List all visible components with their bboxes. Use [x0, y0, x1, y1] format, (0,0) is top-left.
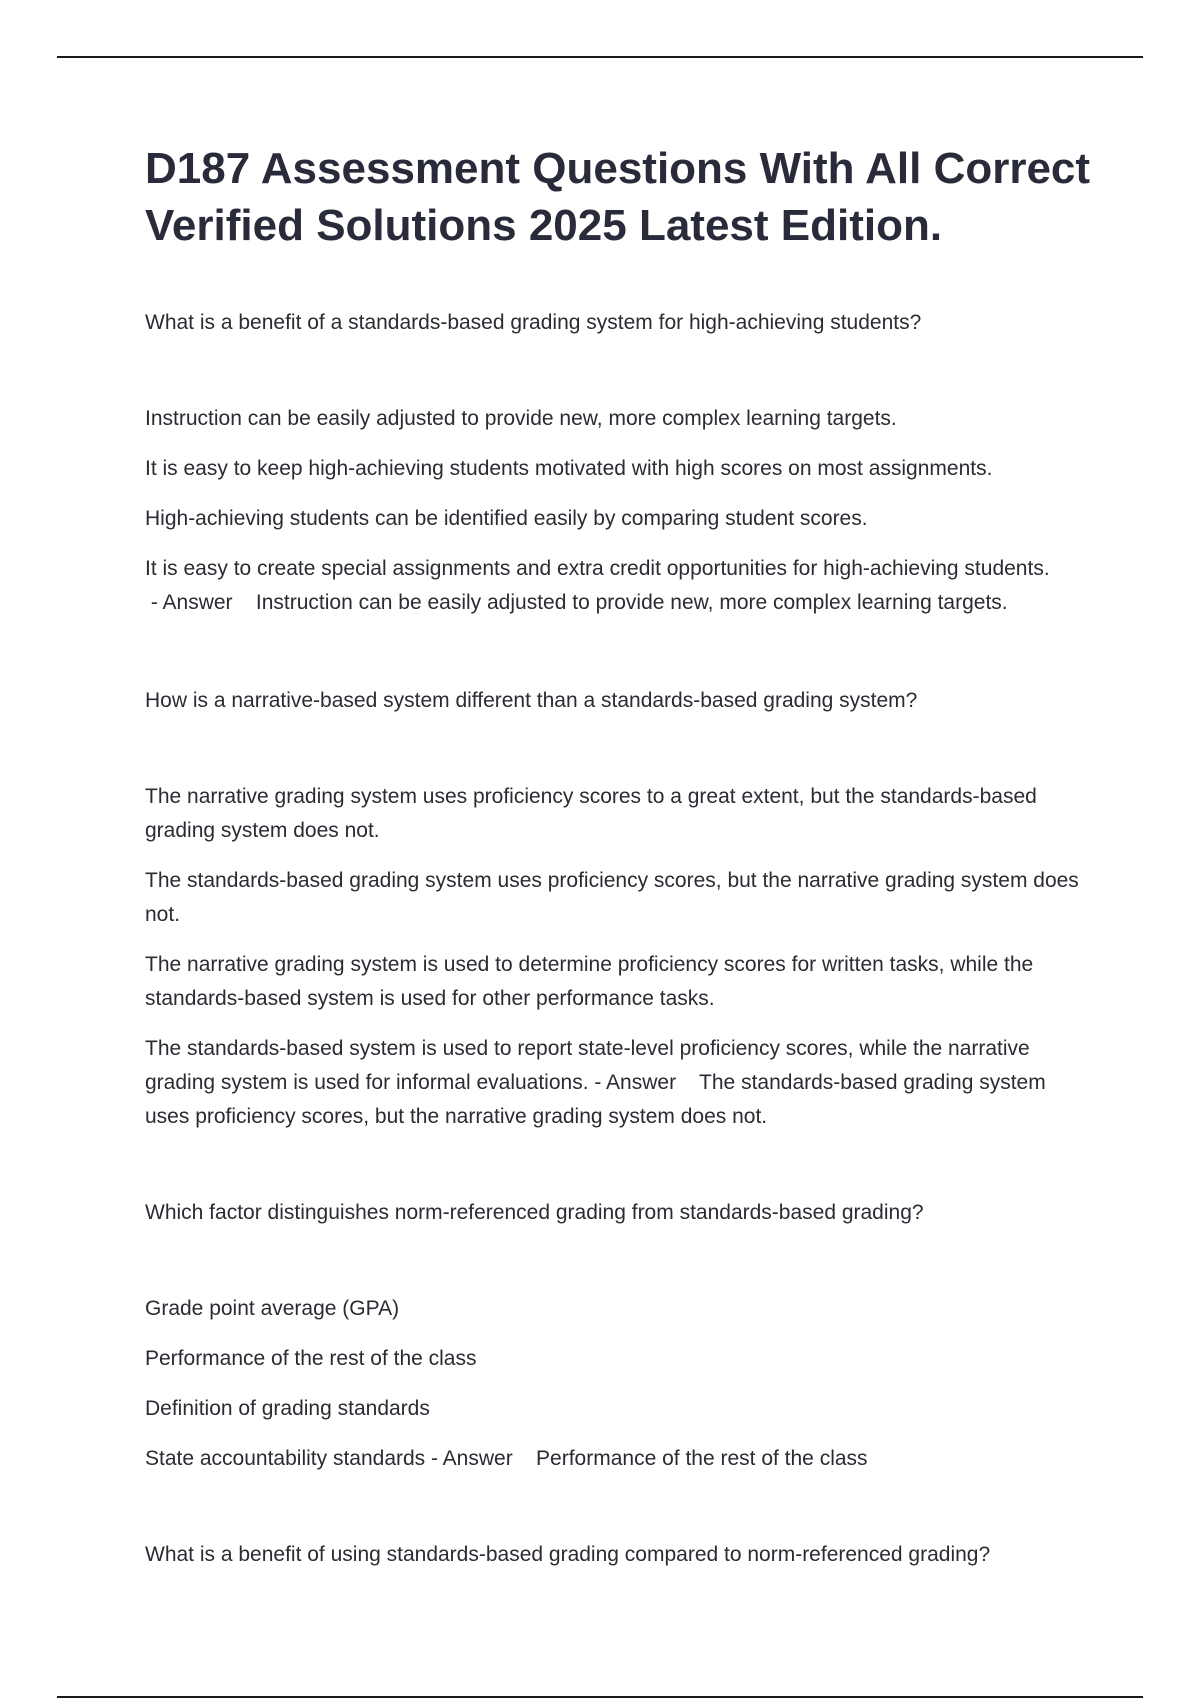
question-text: What is a benefit of using standards-based grading compared to norm-referenced grading?: [145, 1543, 991, 1566]
option-text: The standards-based system is used to report state-level proficiency scores, while the narrative grading system is used for informal evaluations.: [145, 1037, 1030, 1094]
question-text: What is a benefit of a standards-based grading system for high-achieving students?: [145, 311, 922, 334]
option-item: The standards-based grading system uses proficiency scores, but the narrative grading system does not.: [145, 869, 1079, 926]
bottom-rule: [57, 1696, 1143, 1698]
option-item: The narrative grading system is used to determine proficiency scores for written tasks, while the standards-based system is used for other performance tasks.: [145, 953, 1034, 1010]
document-title: D187 Assessment Questions With All Correct Verified Solutions 2025 Latest Edition.: [145, 144, 1091, 250]
question-block: [145, 1196, 1095, 1476]
option-list: [145, 402, 1095, 620]
top-rule: [57, 56, 1143, 58]
option-item: Grade point average (GPA): [145, 1297, 400, 1320]
answer-text: The standards-based grading system uses proficiency scores, but the narrative grading system does not.: [145, 1071, 1046, 1128]
question-block: [145, 1538, 1095, 1572]
question-block: [145, 306, 1095, 620]
option-item-with-answer: [145, 1032, 1095, 1134]
question-block: [145, 684, 1095, 1134]
answer-text: Instruction can be easily adjusted to provide new, more complex learning targets.: [255, 591, 1008, 614]
option-item-with-answer: [145, 552, 1095, 620]
option-item: High-achieving students can be identified easily by comparing student scores.: [145, 507, 868, 530]
question-text: How is a narrative-based system different than a standards-based grading system?: [145, 689, 918, 712]
question-text: Which factor distinguishes norm-referenced grading from standards-based grading?: [145, 1201, 924, 1224]
answer-label: - Answer: [425, 1447, 537, 1470]
answer-label: - Answer: [588, 1071, 700, 1094]
option-list: [145, 1292, 1095, 1476]
document-body: [145, 140, 1095, 1572]
option-item: Instruction can be easily adjusted to provide new, more complex learning targets.: [145, 407, 897, 430]
answer-label: - Answer: [145, 591, 256, 614]
option-text: It is easy to create special assignments and extra credit opportunities for high-achieving students.: [145, 557, 1050, 580]
option-text: State accountability standards: [145, 1447, 426, 1470]
option-item: Performance of the rest of the class: [145, 1347, 477, 1370]
option-item: Definition of grading standards: [145, 1397, 430, 1420]
option-item: It is easy to keep high-achieving students motivated with high scores on most assignments.: [145, 457, 993, 480]
option-list: [145, 780, 1095, 1134]
answer-text: Performance of the rest of the class: [536, 1447, 868, 1470]
option-item: The narrative grading system uses proficiency scores to a great extent, but the standards-based grading system does not.: [145, 785, 1037, 842]
option-item-with-answer: [145, 1442, 1095, 1476]
